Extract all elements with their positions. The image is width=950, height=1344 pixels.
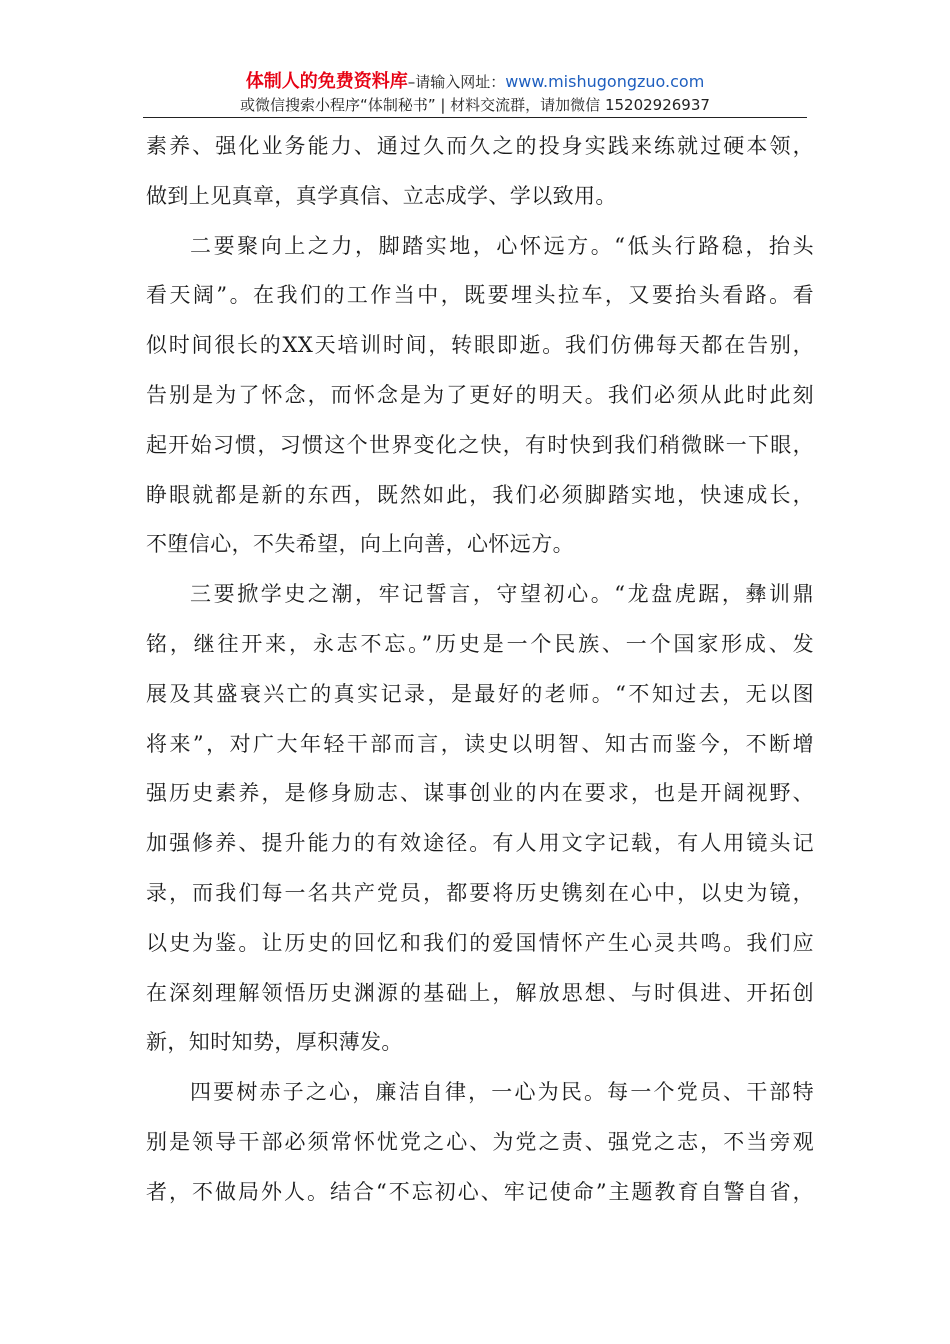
text-line: 以史为鉴。让历史的回忆和我们的爱国情怀产生心灵共鸣。我们应 <box>146 930 814 955</box>
text-line: 录，而我们每一名共产党员，都要将历史镌刻在心中，以史为镜， <box>146 880 814 905</box>
text-line: 新，知时知势，厚积薄发。 <box>146 1030 403 1055</box>
text-line: 睁眼就都是新的东西，既然如此，我们必须脚踏实地，快速成长， <box>146 482 814 507</box>
text-line: 别是领导干部必须常怀忧党之心、为党之责、强党之志，不当旁观 <box>146 1129 814 1154</box>
text-line: 在深刻理解领悟历史渊源的基础上，解放思想、与时俱进、开拓创 <box>146 980 814 1005</box>
text-line: 强历史素养，是修身励志、谋事创业的内在要求，也是开阔视野、 <box>146 781 814 806</box>
header-prompt: –请输入网址： <box>407 73 506 91</box>
paragraph-first-line: 二要聚向上之力，脚踏实地，心怀远方。“低头行路稳，抬头 <box>190 233 814 258</box>
header-brand: 体制人的免费资料库 <box>245 71 408 92</box>
text-line: 加强修养、提升能力的有效途径。有人用文字记载，有人用镜头记 <box>146 831 814 856</box>
text-line: 将来”，对广大年轻干部而言，读史以明智、知古而鉴今，不断增 <box>146 731 814 756</box>
text-line: 者，不做局外人。结合“不忘初心、牢记使命”主题教育自警自省， <box>146 1179 814 1204</box>
text-line: 似时间很长的XX天培训时间，转眼即逝。我们仿佛每天都在告别， <box>146 333 814 358</box>
paragraph-first-line: 四要树赤子之心，廉洁自律，一心为民。每一个党员、干部特 <box>190 1080 814 1105</box>
text-line: 告别是为了怀念，而怀念是为了更好的明天。我们必须从此时此刻 <box>146 382 814 407</box>
text-line: 做到上见真章，真学真信、立志成学、学以致用。 <box>146 183 617 208</box>
document-body <box>146 122 814 1218</box>
text-line: 不堕信心，不失希望，向上向善，心怀远方。 <box>146 532 574 557</box>
text-line: 展及其盛衰兴亡的真实记录，是最好的老师。“不知过去，无以图 <box>146 681 814 706</box>
text-line: 素养、强化业务能力、通过久而久之的投身实践来练就过硬本领， <box>146 134 814 158</box>
paragraph-first-line: 三要掀学史之潮，牢记誓言，守望初心。“龙盘虎踞，彝训鼎 <box>190 582 814 607</box>
text-line: 看天阔”。在我们的工作当中，既要埋头拉车，又要抬头看路。看 <box>146 283 814 308</box>
header-divider <box>143 117 807 118</box>
page-header <box>143 70 807 116</box>
header-url-link[interactable]: www.mishugongzuo.com <box>505 72 705 91</box>
header-line-2: 或微信搜索小程序“体制秘书” | 材料交流群，请加微信 15202926937 <box>240 96 710 114</box>
text-line: 铭，继往开来，永志不忘。”历史是一个民族、一个国家形成、发 <box>146 631 814 656</box>
header-line-1 <box>143 70 807 94</box>
text-line: 起开始习惯，习惯这个世界变化之快，有时快到我们稍微眯一下眼， <box>146 432 814 457</box>
